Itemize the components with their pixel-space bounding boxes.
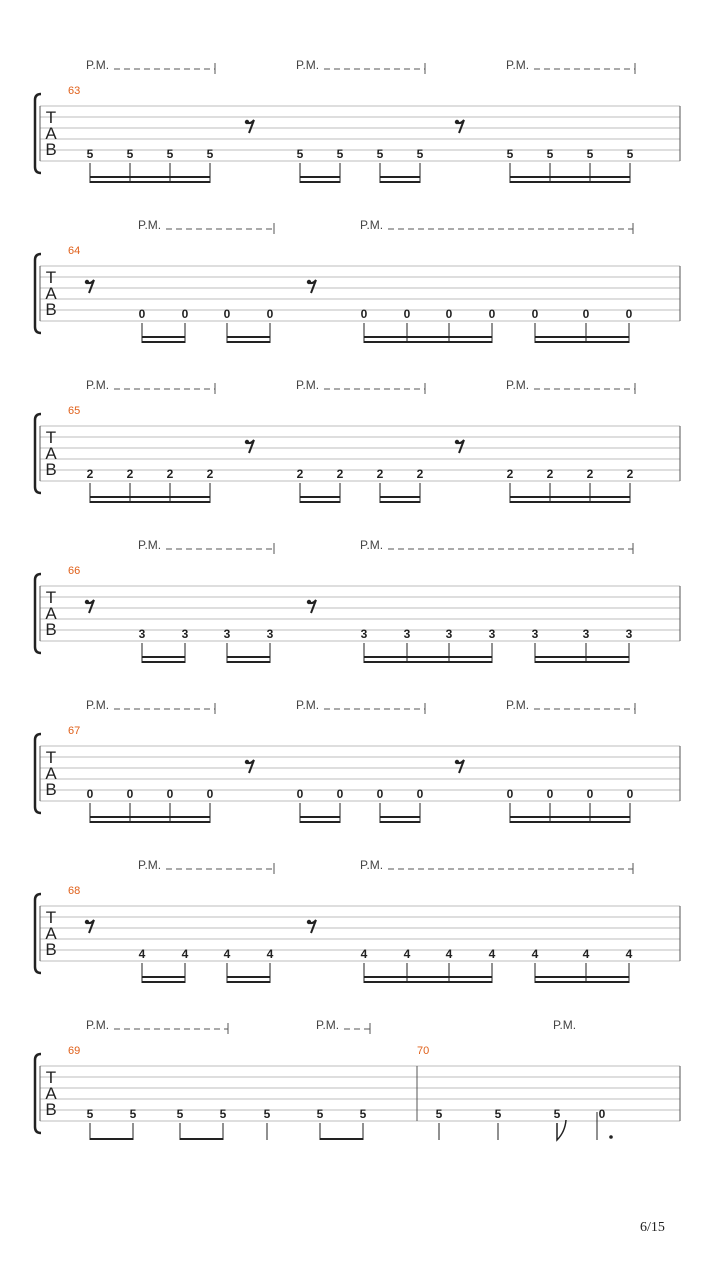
fret-number: 5 — [435, 1107, 443, 1121]
beam-secondary — [90, 496, 210, 498]
fret-number: 3 — [625, 627, 633, 641]
note-flag — [557, 1120, 566, 1140]
eighth-rest-dot — [245, 440, 249, 444]
beam-primary — [320, 1138, 363, 1140]
eighth-rest-dot — [245, 760, 249, 764]
fret-number: 0 — [126, 787, 134, 801]
beam-primary — [510, 821, 630, 823]
fret-number: 5 — [336, 147, 344, 161]
tab-clef-letter: B — [45, 620, 57, 639]
beam-primary — [227, 661, 270, 663]
fret-number: 0 — [546, 787, 554, 801]
fret-number: 4 — [223, 947, 231, 961]
beam-secondary — [364, 336, 492, 338]
beam-primary — [142, 981, 185, 983]
fret-number: 5 — [86, 147, 94, 161]
fret-number: 5 — [129, 1107, 137, 1121]
dotted-note-dot — [609, 1135, 613, 1139]
palm-mute-label: P.M. — [138, 858, 162, 872]
tab-clef-letter: T — [45, 1068, 57, 1087]
eighth-rest-dot — [85, 920, 89, 924]
tab-clef-letter: T — [45, 908, 57, 927]
page-number: 6/15 — [640, 1220, 665, 1235]
fret-number: 5 — [506, 147, 514, 161]
beam-secondary — [142, 656, 185, 658]
fret-number: 0 — [166, 787, 174, 801]
tab-clef-letter: B — [45, 1100, 57, 1119]
fret-number: 5 — [219, 1107, 227, 1121]
beam-primary — [142, 341, 185, 343]
tab-clef-letter: B — [45, 140, 57, 159]
fret-number: 4 — [266, 947, 274, 961]
beam-primary — [90, 821, 210, 823]
fret-number: 0 — [403, 307, 411, 321]
fret-number: 2 — [416, 467, 424, 481]
fret-number: 5 — [586, 147, 594, 161]
beam-secondary — [586, 656, 629, 658]
beam-secondary — [364, 656, 492, 658]
fret-number: 0 — [376, 787, 384, 801]
tab-clef-letter: B — [45, 780, 57, 799]
tab-clef-letter: B — [45, 300, 57, 319]
measure-number: 67 — [68, 725, 81, 737]
fret-number: 5 — [626, 147, 634, 161]
fret-number: 2 — [126, 467, 134, 481]
fret-number: 5 — [416, 147, 424, 161]
beam-primary — [586, 661, 629, 663]
beam-primary — [90, 1138, 133, 1140]
palm-mute-label: P.M. — [86, 58, 110, 72]
beam-primary — [142, 661, 185, 663]
palm-mute-label: P.M. — [506, 378, 530, 392]
fret-number: 5 — [553, 1107, 561, 1121]
fret-number: 2 — [206, 467, 214, 481]
fret-number: 5 — [546, 147, 554, 161]
beam-secondary — [364, 976, 492, 978]
beam-secondary — [380, 816, 420, 818]
fret-number: 0 — [582, 307, 590, 321]
beam-secondary — [90, 176, 210, 178]
eighth-rest-dot — [455, 760, 459, 764]
beam-secondary — [380, 176, 420, 178]
tab-clef-letter: A — [45, 124, 57, 143]
palm-mute-label: P.M. — [296, 698, 320, 712]
tab-clef-letter: A — [45, 764, 57, 783]
beam-secondary — [510, 176, 630, 178]
beam-secondary — [510, 496, 630, 498]
fret-number: 0 — [223, 307, 231, 321]
tab-clef-letter: B — [45, 460, 57, 479]
fret-number: 5 — [296, 147, 304, 161]
beam-secondary — [142, 336, 185, 338]
palm-mute-label: P.M. — [86, 1018, 110, 1032]
eighth-rest-dot — [455, 120, 459, 124]
beam-primary — [380, 821, 420, 823]
beam-primary — [586, 341, 629, 343]
beam-secondary — [227, 976, 270, 978]
tab-clef-letter: A — [45, 444, 57, 463]
beam-primary — [586, 981, 629, 983]
tab-clef-letter: T — [45, 748, 57, 767]
fret-number: 3 — [223, 627, 231, 641]
tab-clef-letter: T — [45, 108, 57, 127]
fret-number: 5 — [359, 1107, 367, 1121]
palm-mute-label: P.M. — [86, 378, 110, 392]
fret-number: 3 — [582, 627, 590, 641]
fret-number: 5 — [166, 147, 174, 161]
fret-number: 0 — [531, 307, 539, 321]
eighth-rest-dot — [245, 120, 249, 124]
beam-secondary — [380, 496, 420, 498]
tab-clef-letter: B — [45, 940, 57, 959]
beam-primary — [300, 501, 340, 503]
fret-number: 0 — [625, 307, 633, 321]
palm-mute-label: P.M. — [506, 58, 530, 72]
palm-mute-label: P.M. — [360, 538, 384, 552]
fret-number: 5 — [86, 1107, 94, 1121]
fret-number: 2 — [626, 467, 634, 481]
beam-primary — [90, 501, 210, 503]
beam-secondary — [90, 816, 210, 818]
fret-number: 4 — [582, 947, 590, 961]
fret-number: 5 — [316, 1107, 324, 1121]
tab-clef-letter: T — [45, 268, 57, 287]
beam-primary — [510, 501, 630, 503]
fret-number: 0 — [266, 307, 274, 321]
fret-number: 0 — [445, 307, 453, 321]
fret-number: 4 — [403, 947, 411, 961]
fret-number: 0 — [86, 787, 94, 801]
fret-number: 3 — [181, 627, 189, 641]
fret-number: 3 — [138, 627, 146, 641]
measure-number: 68 — [68, 885, 81, 897]
tab-clef-letter: A — [45, 284, 57, 303]
beam-primary — [380, 181, 420, 183]
beam-primary — [380, 501, 420, 503]
fret-number: 4 — [181, 947, 189, 961]
tab-clef-letter: T — [45, 588, 57, 607]
palm-mute-label: P.M. — [296, 378, 320, 392]
fret-number: 0 — [598, 1107, 606, 1121]
fret-number: 4 — [531, 947, 539, 961]
beam-secondary — [510, 816, 630, 818]
fret-number: 0 — [360, 307, 368, 321]
fret-number: 3 — [445, 627, 453, 641]
fret-number: 3 — [531, 627, 539, 641]
palm-mute-label: P.M. — [86, 698, 110, 712]
fret-number: 2 — [506, 467, 514, 481]
fret-number: 4 — [138, 947, 146, 961]
eighth-rest-dot — [307, 600, 311, 604]
beam-secondary — [300, 176, 340, 178]
fret-number: 2 — [336, 467, 344, 481]
beam-secondary — [227, 656, 270, 658]
fret-number: 4 — [625, 947, 633, 961]
beam-primary — [90, 181, 210, 183]
beam-primary — [510, 181, 630, 183]
beam-primary — [227, 981, 270, 983]
fret-number: 5 — [263, 1107, 271, 1121]
beam-primary — [180, 1138, 223, 1140]
beam-primary — [300, 181, 340, 183]
fret-number: 0 — [506, 787, 514, 801]
fret-number: 4 — [488, 947, 496, 961]
beam-secondary — [586, 336, 629, 338]
fret-number: 2 — [86, 467, 94, 481]
fret-number: 5 — [126, 147, 134, 161]
fret-number: 0 — [416, 787, 424, 801]
palm-mute-label: P.M. — [138, 218, 162, 232]
beam-secondary — [227, 336, 270, 338]
fret-number: 2 — [376, 467, 384, 481]
tab-clef-letter: A — [45, 924, 57, 943]
fret-number: 3 — [403, 627, 411, 641]
fret-number: 5 — [494, 1107, 502, 1121]
eighth-rest-dot — [85, 600, 89, 604]
beam-primary — [227, 341, 270, 343]
beam-secondary — [586, 976, 629, 978]
fret-number: 3 — [488, 627, 496, 641]
fret-number: 0 — [488, 307, 496, 321]
fret-number: 2 — [296, 467, 304, 481]
beam-secondary — [300, 496, 340, 498]
fret-number: 5 — [206, 147, 214, 161]
tab-clef-letter: A — [45, 604, 57, 623]
palm-mute-label: P.M. — [138, 538, 162, 552]
beam-secondary — [300, 816, 340, 818]
beam-primary — [364, 341, 492, 343]
fret-number: 2 — [546, 467, 554, 481]
beam-primary — [364, 981, 492, 983]
fret-number: 5 — [176, 1107, 184, 1121]
fret-number: 0 — [626, 787, 634, 801]
fret-number: 0 — [206, 787, 214, 801]
fret-number: 0 — [181, 307, 189, 321]
fret-number: 4 — [445, 947, 453, 961]
measure-number: 65 — [68, 405, 81, 417]
measure-number: 64 — [68, 245, 81, 257]
tab-clef-letter: T — [45, 428, 57, 447]
fret-number: 2 — [586, 467, 594, 481]
beam-secondary — [142, 976, 185, 978]
palm-mute-label: P.M. — [296, 58, 320, 72]
measure-number: 69 — [68, 1045, 81, 1057]
measure-number: 63 — [68, 85, 81, 97]
fret-number: 3 — [266, 627, 274, 641]
beam-primary — [300, 821, 340, 823]
fret-number: 0 — [336, 787, 344, 801]
fret-number: 2 — [166, 467, 174, 481]
tab-clef-letter: A — [45, 1084, 57, 1103]
measure-number: 66 — [68, 565, 81, 577]
eighth-rest-dot — [455, 440, 459, 444]
fret-number: 0 — [586, 787, 594, 801]
fret-number: 4 — [360, 947, 368, 961]
palm-mute-label: P.M. — [360, 218, 384, 232]
beam-primary — [364, 661, 492, 663]
fret-number: 3 — [360, 627, 368, 641]
eighth-rest-dot — [307, 280, 311, 284]
measure-number: 70 — [417, 1045, 430, 1057]
palm-mute-label: P.M. — [316, 1018, 340, 1032]
fret-number: 5 — [376, 147, 384, 161]
eighth-rest-dot — [85, 280, 89, 284]
fret-number: 0 — [138, 307, 146, 321]
fret-number: 0 — [296, 787, 304, 801]
eighth-rest-dot — [307, 920, 311, 924]
palm-mute-label: P.M. — [360, 858, 384, 872]
palm-mute-label: P.M. — [506, 698, 530, 712]
palm-mute-label: P.M. — [553, 1018, 577, 1032]
